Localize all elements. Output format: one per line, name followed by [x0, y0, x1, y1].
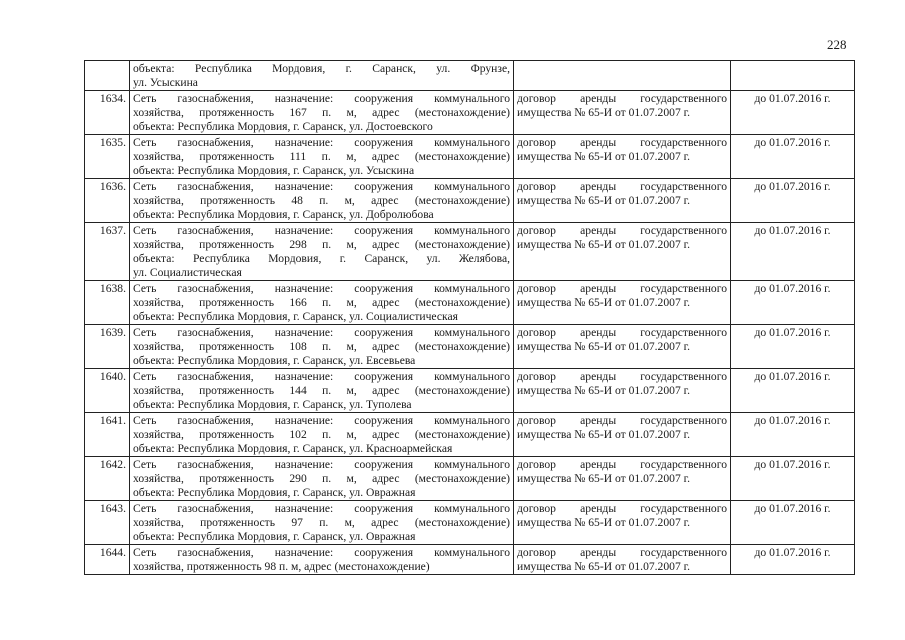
- description-line: объекта: Республика Мордовия, г. Саранск, ул. Красноармейская: [133, 442, 453, 455]
- description-line: объекта: Республика Мордовия, г. Саранск, ул. Добролюбова: [133, 208, 434, 221]
- row-description-cell: [130, 501, 514, 545]
- row-description-cell: [130, 325, 514, 369]
- table-row: [85, 223, 855, 281]
- basis-line: договор аренды государственного: [517, 502, 727, 515]
- description-line: хозяйства, протяженность 108 п. м, адрес (местонахождение): [133, 340, 510, 353]
- row-description-cell: [130, 413, 514, 457]
- row-term-cell: до 01.07.2016 г.: [731, 91, 855, 135]
- description-line: ул. Усыскина: [133, 76, 198, 89]
- table-row: [85, 369, 855, 413]
- description-line: объекта: Республика Мордовия, г. Саранск, ул. Овражная: [133, 530, 416, 543]
- description-line: Сеть газоснабжения, назначение: сооружения коммунального: [133, 502, 510, 515]
- basis-line: договор аренды государственного: [517, 326, 727, 339]
- table-row: [85, 325, 855, 369]
- description-line: хозяйства, протяженность 144 п. м, адрес (местонахождение): [133, 384, 510, 397]
- row-basis-cell: [514, 325, 731, 369]
- basis-line: имущества № 65-И от 01.07.2007 г.: [517, 296, 690, 309]
- description-line: хозяйства, протяженность 167 п. м, адрес (местонахождение): [133, 106, 510, 119]
- row-term-cell: до 01.07.2016 г.: [731, 179, 855, 223]
- row-basis-cell: [514, 223, 731, 281]
- description-line: хозяйства, протяженность 98 п. м, адрес (местонахождение): [133, 560, 430, 573]
- row-number-cell: 1637.: [85, 223, 130, 281]
- row-number-cell: 1643.: [85, 501, 130, 545]
- description-line: Сеть газоснабжения, назначение: сооружения коммунального: [133, 136, 510, 149]
- basis-line: договор аренды государственного: [517, 224, 727, 237]
- description-line: объекта: Республика Мордовия, г. Саранск, ул. Усыскина: [133, 164, 415, 177]
- table-row: [85, 91, 855, 135]
- description-line: объекта: Республика Мордовия, г. Саранск, ул. Желябова,: [133, 252, 510, 265]
- page-number: 228: [827, 37, 847, 52]
- row-description-cell: [130, 281, 514, 325]
- description-line: объекта: Республика Мордовия, г. Саранск, ул. Туполева: [133, 398, 412, 411]
- row-term-cell: до 01.07.2016 г.: [731, 135, 855, 179]
- description-line: хозяйства, протяженность 111 п. м, адрес (местонахождение): [133, 150, 510, 163]
- row-description-cell: [130, 545, 514, 575]
- table-row: [85, 135, 855, 179]
- description-line: Сеть газоснабжения, назначение: сооружения коммунального: [133, 180, 510, 193]
- table-row-continuation: [85, 61, 855, 91]
- basis-line: договор аренды государственного: [517, 414, 727, 427]
- row-number-cell: 1638.: [85, 281, 130, 325]
- description-line: объекта: Республика Мордовия, г. Саранск, ул. Социалистическая: [133, 310, 458, 323]
- row-basis-cell: [514, 91, 731, 135]
- row-description-cell: [130, 135, 514, 179]
- row-term-cell: до 01.07.2016 г.: [731, 369, 855, 413]
- row-term-cell: до 01.07.2016 г.: [731, 545, 855, 575]
- row-number-cell: 1642.: [85, 457, 130, 501]
- row-basis-cell: [514, 457, 731, 501]
- description-line: хозяйства, протяженность 290 п. м, адрес (местонахождение): [133, 472, 510, 485]
- register-body: [85, 61, 855, 575]
- row-basis-cell: [514, 281, 731, 325]
- basis-line: имущества № 65-И от 01.07.2007 г.: [517, 560, 690, 573]
- table-row: [85, 281, 855, 325]
- row-number-cell: 1644.: [85, 545, 130, 575]
- table-row: [85, 413, 855, 457]
- basis-line: договор аренды государственного: [517, 370, 727, 383]
- description-line: объекта: Республика Мордовия, г. Саранск, ул. Фрунзе,: [133, 62, 510, 75]
- table-row: [85, 457, 855, 501]
- row-term-cell: до 01.07.2016 г.: [731, 281, 855, 325]
- row-basis-cell: [514, 501, 731, 545]
- basis-line: имущества № 65-И от 01.07.2007 г.: [517, 428, 690, 441]
- row-term-cell: [731, 61, 855, 91]
- basis-line: имущества № 65-И от 01.07.2007 г.: [517, 472, 690, 485]
- row-basis-cell: [514, 413, 731, 457]
- row-number-cell: 1640.: [85, 369, 130, 413]
- table-row: [85, 501, 855, 545]
- description-line: хозяйства, протяженность 102 п. м, адрес (местонахождение): [133, 428, 510, 441]
- row-number-cell: 1641.: [85, 413, 130, 457]
- description-line: Сеть газоснабжения, назначение: сооружения коммунального: [133, 92, 510, 105]
- basis-line: имущества № 65-И от 01.07.2007 г.: [517, 238, 690, 251]
- basis-line: имущества № 65-И от 01.07.2007 г.: [517, 384, 690, 397]
- basis-line: имущества № 65-И от 01.07.2007 г.: [517, 516, 690, 529]
- description-line: ул. Социалистическая: [133, 266, 242, 279]
- basis-line: имущества № 65-И от 01.07.2007 г.: [517, 340, 690, 353]
- table-row: [85, 545, 855, 575]
- row-term-cell: до 01.07.2016 г.: [731, 223, 855, 281]
- row-term-cell: до 01.07.2016 г.: [731, 501, 855, 545]
- description-line: объекта: Республика Мордовия, г. Саранск, ул. Евсевьева: [133, 354, 416, 367]
- property-register-table: [84, 60, 855, 575]
- description-line: объекта: Республика Мордовия, г. Саранск, ул. Достоевского: [133, 120, 433, 133]
- row-term-cell: до 01.07.2016 г.: [731, 457, 855, 501]
- description-line: Сеть газоснабжения, назначение: сооружения коммунального: [133, 458, 510, 471]
- description-line: объекта: Республика Мордовия, г. Саранск, ул. Овражная: [133, 486, 416, 499]
- basis-line: имущества № 65-И от 01.07.2007 г.: [517, 150, 690, 163]
- description-line: Сеть газоснабжения, назначение: сооружения коммунального: [133, 282, 510, 295]
- description-line: Сеть газоснабжения, назначение: сооружения коммунального: [133, 546, 510, 559]
- basis-line: имущества № 65-И от 01.07.2007 г.: [517, 106, 690, 119]
- row-number-cell: 1639.: [85, 325, 130, 369]
- basis-line: договор аренды государственного: [517, 458, 727, 471]
- row-basis-cell: [514, 135, 731, 179]
- row-number-cell: 1635.: [85, 135, 130, 179]
- description-line: хозяйства, протяженность 298 п. м, адрес (местонахождение): [133, 238, 510, 251]
- basis-line: договор аренды государственного: [517, 136, 727, 149]
- row-term-cell: до 01.07.2016 г.: [731, 413, 855, 457]
- table-row: [85, 179, 855, 223]
- row-number-cell: 1636.: [85, 179, 130, 223]
- basis-line: договор аренды государственного: [517, 92, 727, 105]
- row-description-cell: [130, 91, 514, 135]
- description-line: хозяйства, протяженность 97 п. м, адрес (местонахождение): [133, 516, 510, 529]
- description-line: Сеть газоснабжения, назначение: сооружения коммунального: [133, 370, 510, 383]
- row-number-cell: 1634.: [85, 91, 130, 135]
- row-description-cell: [130, 369, 514, 413]
- description-line: хозяйства, протяженность 48 п. м, адрес (местонахождение): [133, 194, 510, 207]
- row-description-cell: [130, 457, 514, 501]
- basis-line: имущества № 65-И от 01.07.2007 г.: [517, 194, 690, 207]
- description-line: Сеть газоснабжения, назначение: сооружения коммунального: [133, 224, 510, 237]
- description-line: Сеть газоснабжения, назначение: сооружения коммунального: [133, 414, 510, 427]
- basis-line: договор аренды государственного: [517, 546, 727, 559]
- basis-line: договор аренды государственного: [517, 282, 727, 295]
- row-description-cell: [130, 179, 514, 223]
- row-basis-cell: [514, 61, 731, 91]
- description-line: Сеть газоснабжения, назначение: сооружения коммунального: [133, 326, 510, 339]
- row-description-cell: [130, 223, 514, 281]
- row-term-cell: до 01.07.2016 г.: [731, 325, 855, 369]
- row-description-cell: [130, 61, 514, 91]
- row-basis-cell: [514, 369, 731, 413]
- row-basis-cell: [514, 179, 731, 223]
- basis-line: договор аренды государственного: [517, 180, 727, 193]
- description-line: хозяйства, протяженность 166 п. м, адрес (местонахождение): [133, 296, 510, 309]
- row-number-cell: [85, 61, 130, 91]
- row-basis-cell: [514, 545, 731, 575]
